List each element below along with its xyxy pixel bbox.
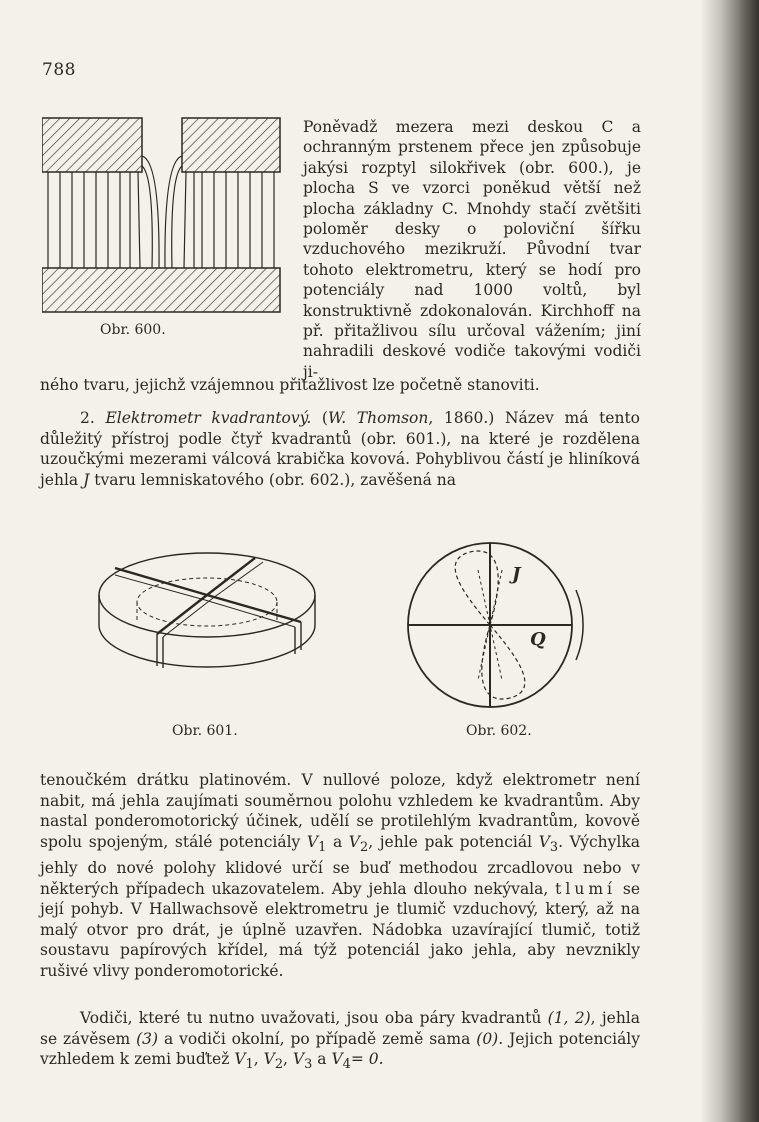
paragraph-3 [40, 770, 640, 981]
paragraph-4-text-c: a vodiči okolní, po případě země sama [164, 1029, 471, 1048]
paragraph-3-text-c: . Výchylka jehly do nové polohy klidové určí se buď methodou zrcadlovou nebo v některých případech ukazovatelem. Aby jehla dlouho nekývala, [40, 832, 640, 898]
section-number: 2. [80, 409, 95, 427]
paragraph-1: Poněvadž mezera mezi deskou C a ochranným prstenem přece jen způsobuje jakýsi rozptyl silokřivek (obr. 600.), je plocha S ve vzorci poněkud větší než plocha základny C. Mnohdy stačí zvětšiti poloměr desky o poloviční šířku vzduchového mezikruží. Původní tvar tohoto elektrometru, který se hodí pro potenciály nad 1000 voltů, byl konstruktivně zdokonalován. Kirchhoff na př. přitažlivou sílu určoval vážením; jiní nahradili deskové vodiče takovými vodiči ji- [303, 118, 641, 381]
figure-600 [42, 116, 282, 316]
paragraph-3-text-a: tenoučkém drátku platinovém. V nullové poloze, když elektrometr není nabit, má jehla zaujímati souměrnou polohu vzhledem ke kvadrantům. Aby nastal ponderomotorický účinek, udělí se protilehlým kvadrantům, kovově spolu spojeným, stálé potenciály [40, 771, 640, 851]
page-number: 788 [42, 60, 76, 80]
subscript: 1 [245, 1057, 254, 1073]
potential-symbol: V [263, 1050, 275, 1068]
section-title: Elektrometr kvadrantový. [105, 409, 312, 427]
subscript: 3 [304, 1057, 313, 1073]
paragraph-4-text-b: , jehla se závěsem [40, 1009, 641, 1048]
author-name: W. Thomson [327, 409, 429, 427]
paragraph-4-text-d: . Jejich potenciály vzhledem k zemi buďtež [40, 1029, 641, 1068]
conjunction: a [332, 832, 343, 851]
figure-602 [400, 530, 590, 720]
binding-shadow [700, 0, 759, 1122]
equation-tail: = 0. [350, 1050, 384, 1068]
paragraph-4-text-a: Vodiči, které tu nutno uvažovati, jsou oba páry kvadrantů [80, 1009, 542, 1027]
subscript: 4 [342, 1057, 351, 1073]
figure-601-caption: Obr. 601. [172, 723, 238, 739]
paragraph-2: 2. Elektrometr kvadrantový. (W. Thomson, 1860.) Název má tento důležitý přístroj podle čtyř kvadrantů (obr. 601.), na které je rozdělena uzoučkými mezerami válcová krabička kovová. Pohyblivou částí je hliníková jehla J tvaru lemniskatového (obr. 602.), zavěšená na [40, 409, 641, 489]
potential-symbol: V [234, 1050, 246, 1068]
paragraph-3-text-b: , jehle pak potenciál [368, 832, 533, 851]
figure-602-caption: Obr. 602. [466, 723, 532, 739]
conjunction: a [317, 1050, 327, 1068]
potential-symbol: V [348, 832, 360, 851]
needle-symbol: J [83, 470, 90, 489]
paragraph-2-text-a: , 1860.) Název má tento důležitý přístroj podle čtyř kvadrantů (obr. 601.), na které je rozdělena uzoučkými mezerami válcová krabička kovová. Pohyblivou částí je hliníková jehla [40, 409, 641, 489]
figure-601 [95, 540, 325, 690]
earth-ref: (0) [476, 1029, 499, 1048]
paragraph-4: Vodiči, které tu nutno uvažovati, jsou oba páry kvadrantů (1, 2), jehla se závěsem (3) a vodiči okolní, po případě země sama (0). Jejich potenciály vzhledem k zemi buďtež $V_1$, $V_2$, $V_3$ a $V_4= 0$. [40, 1009, 641, 1073]
needle-label: J [512, 564, 521, 585]
quadrant-pairs-ref: (1, 2) [547, 1009, 591, 1027]
subscript: 3 [549, 839, 559, 855]
figure-600-caption: Obr. 600. [100, 322, 166, 338]
potential-symbol: V [331, 1050, 343, 1068]
paragraph-1-tail: ného tvaru, jejichž vzájemnou přitažlivost lze početně stanoviti. [40, 376, 540, 394]
quadrant-label: Q [530, 629, 546, 650]
potential-symbol: V [538, 832, 550, 851]
subscript: 1 [318, 839, 327, 855]
potential-symbol: V [292, 1050, 305, 1068]
subscript: 2 [360, 839, 369, 855]
subscript: 2 [274, 1057, 284, 1073]
paragraph-3-text-d: se její pohyb. V Hallwachsově elektrometru je tlumič vzduchový, který, až na malý otvor pro drát, je úplně uzavřen. Nádobka uzavírající tlumič, totiž soustavu papírových křídel, má týž potenciál jako jehla, aby nevznikly rušivé vlivy ponderomotorické. [40, 879, 640, 980]
spaced-word: tlumí [555, 879, 616, 898]
potential-symbol: V [306, 832, 319, 851]
suspension-ref: (3) [136, 1029, 159, 1048]
paragraph-2-text-b: tvaru lemniskatového (obr. 602.), zavěšená na [94, 470, 457, 489]
